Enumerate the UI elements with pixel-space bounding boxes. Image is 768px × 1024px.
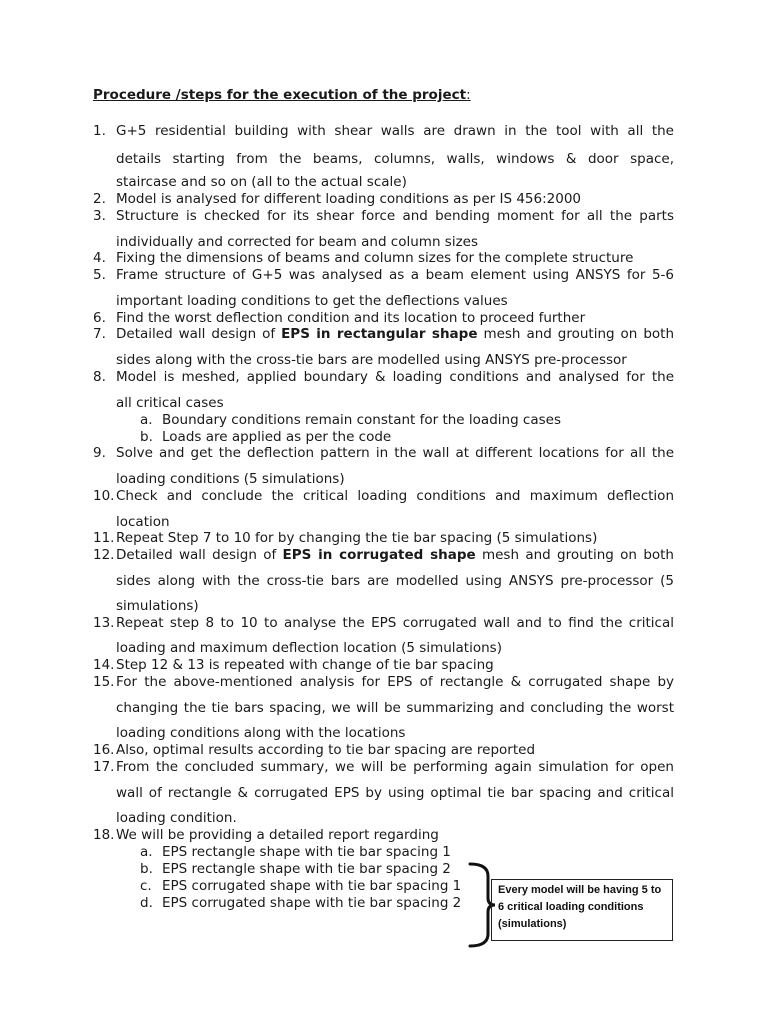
sub-item-text: Loads are applied as per the code	[162, 429, 392, 445]
step-number: 15.	[93, 674, 115, 690]
step-line: Repeat Step 7 to 10 for by changing the tie bar spacing (5 simulations)	[116, 530, 598, 546]
sub-item-text: EPS rectangle shape with tie bar spacing 2	[162, 861, 451, 877]
step-number: 5.	[93, 267, 106, 283]
step-line: Model is analysed for different loading conditions as per IS 456:2000	[116, 191, 582, 207]
step-line: wall of rectangle & corrugated EPS by using optimal tie bar spacing and critical	[116, 785, 674, 801]
sub-item-text: Boundary conditions remain constant for the loading cases	[162, 412, 561, 428]
step-number: 18.	[93, 827, 115, 843]
step-line: sides along with the cross-tie bars are modelled using ANSYS pre-processor (5	[116, 573, 674, 589]
step-line: Fixing the dimensions of beams and column sizes for the complete structure	[116, 250, 634, 266]
emphasis-text: EPS in rectangular shape	[281, 326, 478, 342]
step-line: Step 12 & 13 is repeated with change of tie bar spacing	[116, 657, 494, 673]
step-number: 12.	[93, 547, 115, 563]
step-line: Detailed wall design of EPS in corrugated shape mesh and grouting on both	[116, 547, 674, 563]
step-number: 1.	[93, 123, 106, 139]
step-line: loading condition.	[116, 810, 237, 826]
sub-item-letter: a.	[140, 412, 153, 428]
step-line: Check and conclude the critical loading conditions and maximum deflection	[116, 488, 674, 504]
step-line: all critical cases	[116, 395, 224, 411]
step-number: 6.	[93, 310, 106, 326]
step-line: staircase and so on (all to the actual scale)	[116, 174, 407, 190]
step-line: Detailed wall design of EPS in rectangular shape mesh and grouting on both	[116, 326, 675, 342]
step-line: For the above-mentioned analysis for EPS of rectangle & corrugated shape by	[116, 674, 674, 690]
sub-item-letter: d.	[140, 895, 153, 911]
step-line: location	[116, 514, 170, 530]
note-text: Every model will be having 5 to 6 critical loading conditions (simulations)	[498, 884, 662, 930]
step-line: We will be providing a detailed report regarding	[116, 827, 439, 843]
step-number: 9.	[93, 445, 106, 461]
step-line: loading conditions (5 simulations)	[116, 471, 345, 487]
step-line: Model is meshed, applied boundary & loading conditions and analysed for the	[116, 369, 674, 385]
step-line: Find the worst deflection condition and its location to proceed further	[116, 310, 586, 326]
sub-item-letter: c.	[140, 878, 152, 894]
sub-item-text: EPS corrugated shape with tie bar spacing 2	[162, 895, 462, 911]
sub-item-letter: b.	[140, 429, 153, 445]
step-line: details starting from the beams, columns, walls, windows & door space,	[116, 151, 674, 167]
step-number: 4.	[93, 250, 106, 266]
step-line: From the concluded summary, we will be performing again simulation for open	[116, 759, 674, 775]
step-line: individually and corrected for beam and column sizes	[116, 234, 479, 250]
step-line: Also, optimal results according to tie bar spacing are reported	[116, 742, 536, 758]
step-line: G+5 residential building with shear walls are drawn in the tool with all the	[116, 123, 674, 139]
emphasis-text: EPS in corrugated shape	[282, 547, 476, 563]
step-number: 11.	[93, 530, 115, 546]
sub-item-letter: b.	[140, 861, 153, 877]
step-line: loading and maximum deflection location (5 simulations)	[116, 640, 502, 656]
step-line: Repeat step 8 to 10 to analyse the EPS corrugated wall and to find the critical	[116, 615, 674, 631]
step-line: sides along with the cross-tie bars are modelled using ANSYS pre-processor	[116, 352, 627, 368]
step-line: changing the tie bars spacing, we will be summarizing and concluding the worst	[116, 700, 674, 716]
step-number: 17.	[93, 759, 115, 775]
page-title: Procedure /steps for the execution of the project:	[93, 87, 471, 103]
sub-item-text: EPS corrugated shape with tie bar spacing 1	[162, 878, 462, 894]
step-line: simulations)	[116, 598, 199, 614]
step-line: loading conditions along with the locations	[116, 725, 406, 741]
step-number: 3.	[93, 208, 106, 224]
note-callout-box	[491, 879, 673, 941]
step-number: 8.	[93, 369, 106, 385]
step-number: 14.	[93, 657, 115, 673]
step-number: 7.	[93, 326, 106, 342]
step-number: 13.	[93, 615, 115, 631]
sub-item-letter: a.	[140, 844, 153, 860]
step-number: 10.	[93, 488, 115, 504]
step-number: 16.	[93, 742, 115, 758]
step-line: Structure is checked for its shear force and bending moment for all the parts	[116, 208, 674, 224]
step-number: 2.	[93, 191, 106, 207]
step-line: Solve and get the deflection pattern in the wall at different locations for all the	[116, 445, 674, 461]
sub-item-text: EPS rectangle shape with tie bar spacing 1	[162, 844, 451, 860]
step-line: important loading conditions to get the deflections values	[116, 293, 508, 309]
step-line: Frame structure of G+5 was analysed as a beam element using ANSYS for 5-6	[116, 267, 674, 283]
